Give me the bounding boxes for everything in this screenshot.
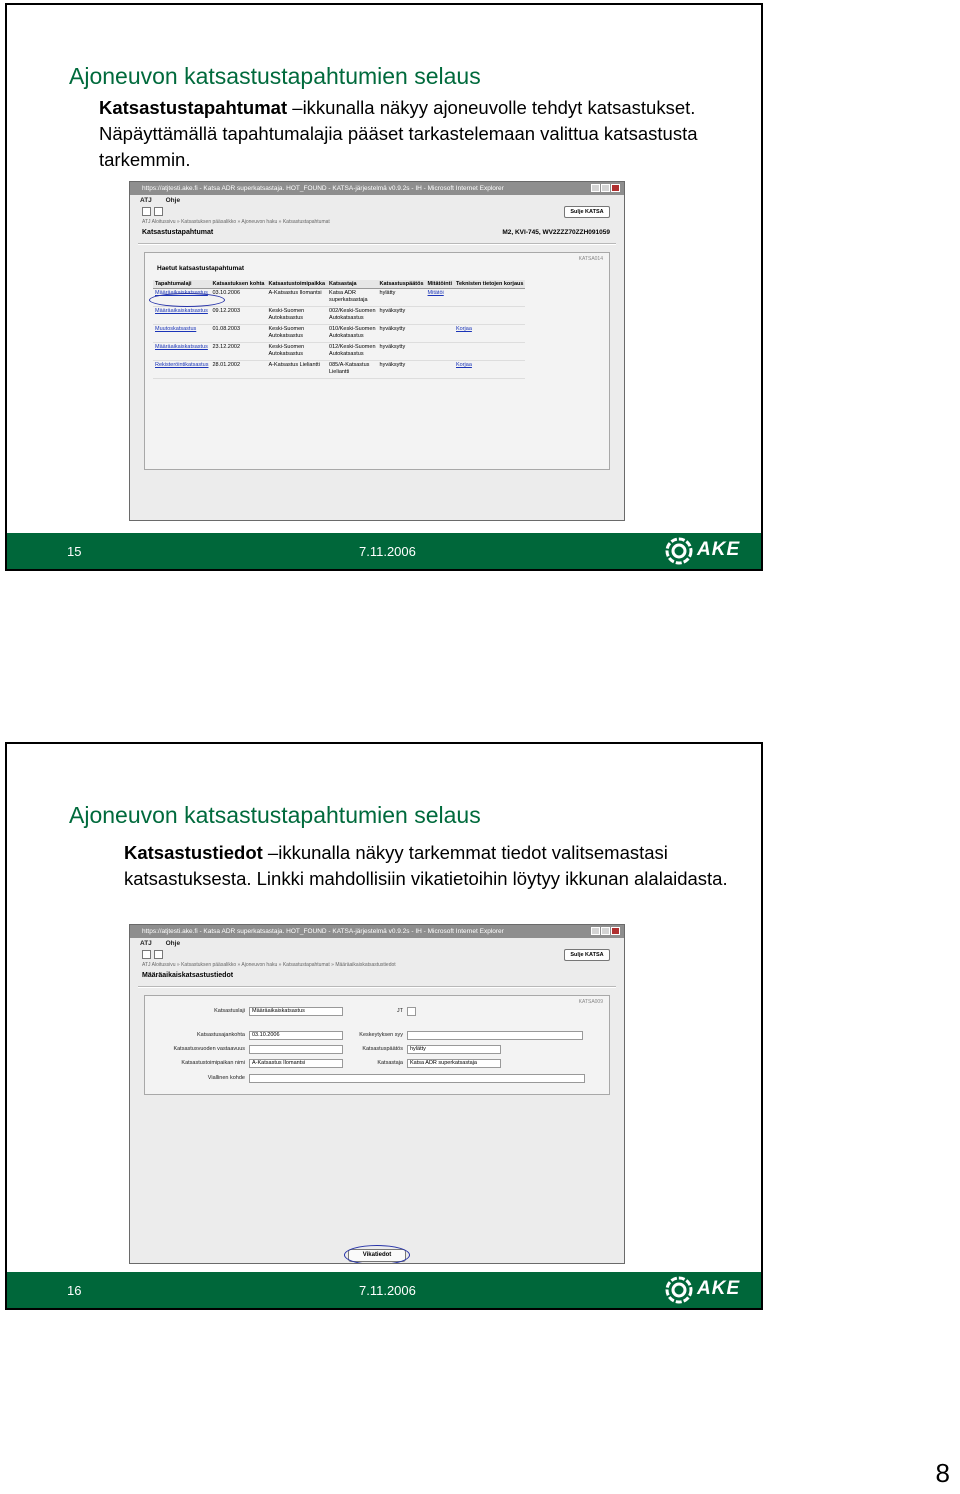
- slide-description: [124, 840, 734, 892]
- ake-logo-icon: [665, 537, 693, 565]
- logo-text: AKE: [697, 539, 741, 560]
- cell-decision: hyväksytty: [378, 325, 426, 343]
- table-header-row: [153, 280, 525, 289]
- due-field: [249, 1045, 343, 1054]
- browser-screenshot: [129, 181, 625, 521]
- table-row: [153, 343, 525, 361]
- window-titlebar: [130, 925, 624, 938]
- cancel-link[interactable]: Mitätöi: [426, 289, 454, 307]
- close-icon[interactable]: [611, 927, 620, 935]
- minimize-icon[interactable]: [591, 927, 600, 935]
- column-header: Katsastustoimipaikka: [268, 281, 326, 287]
- window-titlebar: [130, 182, 624, 195]
- faults-button[interactable]: Vikatiedot: [348, 1249, 406, 1262]
- decision-label: Katsastuspäätös: [362, 1046, 403, 1052]
- slide-description: [99, 95, 719, 173]
- cancel-link[interactable]: [426, 361, 454, 379]
- cell-date: 23.12.2002: [211, 343, 267, 361]
- date-field: 03.10.2006: [249, 1031, 343, 1040]
- ake-logo-icon: [665, 1276, 693, 1304]
- highlight-oval: [344, 1245, 410, 1264]
- cell-date: 03.10.2006: [211, 289, 267, 307]
- table-row: [153, 361, 525, 379]
- column-header: Katsastuspäätös: [379, 281, 424, 287]
- back-icon[interactable]: [142, 950, 151, 959]
- menu-bar: [130, 938, 624, 949]
- slide-15: [5, 3, 763, 571]
- cell-inspector: 012/Keski-Suomen Autokatsastus: [327, 343, 377, 361]
- column-header: Tapahtumalaji: [153, 280, 211, 289]
- close-katsa-button[interactable]: Sulje KATSA: [564, 206, 610, 218]
- slide-date: 7.11.2006: [359, 1283, 416, 1298]
- interrupt-label: Keskeytyksen syy: [359, 1032, 403, 1038]
- menu-bar: [130, 195, 624, 206]
- slide-title: Ajoneuvon katsastustapahtumien selaus: [69, 63, 481, 89]
- fix-link[interactable]: Korjaa: [454, 361, 525, 379]
- cell-inspector: 010/Keski-Suomen Autokatsastus: [327, 325, 377, 343]
- window-title: https://atjtesti.ake.fi - Katsa ADR superkatsastaja. HOT_FOUND - KATSA-järjestelmä v0.9.2s - IH - Microsoft Internet Explorer: [142, 185, 504, 192]
- decision-field: hylätty: [407, 1045, 501, 1054]
- vehicle-info: M2, KVI-745, WV2ZZZ70ZZH091059: [502, 229, 610, 236]
- cancel-link[interactable]: [426, 343, 454, 361]
- slide-title: Ajoneuvon katsastustapahtumien selaus: [69, 802, 481, 828]
- window-name: Katsastustiedot: [124, 842, 263, 863]
- logo-text: AKE: [697, 1278, 741, 1299]
- cell-date: 28.01.2002: [211, 361, 267, 379]
- table-row: [153, 325, 525, 343]
- ake-logo: [665, 537, 745, 565]
- details-panel: [144, 995, 610, 1095]
- breadcrumb: ATJ Aloitussivu » Katsastuksen pääsalikko » Ajoneuvon haku » Katsastustapahtumat » Määräaikaiskatsastustiedot: [142, 962, 396, 968]
- page-title: Katsastustapahtumat: [142, 229, 214, 236]
- section-title: Haetut katsastustapahtumat: [157, 265, 245, 272]
- column-header: Katsastuksen kohta: [212, 281, 265, 287]
- print-icon[interactable]: [154, 950, 163, 959]
- cell-date: 09.12.2003: [211, 307, 267, 325]
- description-text: –ikkunalla näkyy ajoneuvolle tehdyt katsastukset. Näpäyttämällä tapahtumalajia pääset tarkastelemaan valittua katsastusta tarkemmin.: [99, 97, 698, 170]
- slide-footer: [7, 1272, 761, 1308]
- menu-ohje[interactable]: Ohje: [165, 940, 181, 947]
- event-type-link[interactable]: Määräaikaiskatsastus: [153, 343, 211, 361]
- jt-checkbox[interactable]: [407, 1007, 416, 1016]
- event-type-link[interactable]: Määräaikaiskatsastus: [153, 307, 211, 325]
- close-icon[interactable]: [611, 184, 620, 192]
- fix-link[interactable]: [454, 289, 525, 307]
- panel-code: KATSA014: [578, 256, 603, 262]
- interrupt-select[interactable]: [407, 1031, 583, 1040]
- panel-code: KATSA009: [578, 999, 603, 1005]
- maximize-icon[interactable]: [601, 184, 610, 192]
- page-header: [130, 227, 624, 241]
- menu-atj[interactable]: ATJ: [140, 940, 152, 947]
- browser-screenshot: [129, 924, 625, 1264]
- divider: [138, 986, 616, 988]
- cell-place: Keski-Suomen Autokatsastus: [266, 343, 327, 361]
- slide-number: 16: [67, 1283, 82, 1298]
- menu-atj[interactable]: ATJ: [140, 197, 152, 204]
- description-text: –ikkunalla näkyy tarkemmat tiedot valitsemastasi katsastuksesta. Linkki mahdollisiin vikatietoihin löytyy ikkunan alalaidasta.: [124, 842, 728, 889]
- slide-number: 15: [67, 544, 82, 559]
- cell-date: 01.08.2003: [211, 325, 267, 343]
- inspector-label: Katsastaja: [377, 1060, 403, 1066]
- divider: [138, 243, 616, 245]
- cell-decision: hyväksytty: [378, 343, 426, 361]
- event-type-link[interactable]: Rekisteröintikatsastus: [153, 361, 211, 379]
- slide-footer: [7, 533, 761, 569]
- type-label: Katsastuslaji: [214, 1008, 245, 1014]
- fix-link[interactable]: [454, 307, 525, 325]
- ake-logo: [665, 1276, 745, 1304]
- fix-link[interactable]: [454, 343, 525, 361]
- page-number: 8: [935, 1458, 950, 1488]
- print-icon[interactable]: [154, 207, 163, 216]
- minimize-icon[interactable]: [591, 184, 600, 192]
- fault-field: [249, 1074, 585, 1083]
- cell-inspector: 002/Keski-Suomen Autokatsastus: [327, 307, 377, 325]
- slide-date: 7.11.2006: [359, 544, 416, 559]
- breadcrumb: ATJ Aloitussivu » Katsastuksen pääsalikko » Ajoneuvon haku » Katsastustapahtumat: [142, 219, 330, 225]
- page-title: Määräaikaiskatsastustiedot: [142, 972, 234, 979]
- menu-ohje[interactable]: Ohje: [165, 197, 181, 204]
- toolbar: [130, 206, 624, 218]
- highlight-oval: [149, 293, 225, 307]
- cell-place: Keski-Suomen Autokatsastus: [266, 307, 327, 325]
- maximize-icon[interactable]: [601, 927, 610, 935]
- event-type-link[interactable]: Muutoskatsastus: [153, 325, 211, 343]
- jt-label: JT: [396, 1008, 403, 1014]
- cell-inspector: Katsa ADR superkatsastaja: [327, 289, 377, 307]
- column-header: Teknisten tietojen korjaus: [456, 281, 524, 287]
- event-type-link[interactable]: Määräaikaiskatsastus: [153, 289, 211, 307]
- window-name: Katsastustapahtumat: [99, 97, 288, 118]
- cell-place: Keski-Suomen Autokatsastus: [266, 325, 327, 343]
- fix-link[interactable]: Korjaa: [454, 325, 525, 343]
- place-field: A-Katsastus Ilomantsi: [249, 1059, 343, 1068]
- inspector-field: Katsa ADR superkatsastaja: [407, 1059, 501, 1068]
- cell-decision: hylätty: [378, 289, 426, 307]
- column-header: Katsastaja: [327, 280, 377, 289]
- cancel-link[interactable]: [426, 307, 454, 325]
- table-row: [153, 307, 525, 325]
- slide-16: [5, 742, 763, 1310]
- due-label: Katsastusvuoden vastaavuus: [173, 1046, 245, 1052]
- toolbar: [130, 949, 624, 961]
- cell-decision: hyväksytty: [378, 361, 426, 379]
- fault-label: Viallinen kohde: [207, 1075, 245, 1081]
- cell-place: A-Katsastus Ilomantsi: [266, 289, 327, 307]
- back-icon[interactable]: [142, 207, 151, 216]
- close-katsa-button[interactable]: Sulje KATSA: [564, 949, 610, 961]
- date-label: Katsastusajankohta: [196, 1032, 245, 1038]
- cell-decision: hyväksytty: [378, 307, 426, 325]
- cell-inspector: 085/A-Katsastus Lieliantti: [327, 361, 377, 379]
- type-field: Määräaikaiskatsastus: [249, 1007, 343, 1016]
- events-panel: [144, 252, 610, 470]
- cancel-link[interactable]: [426, 325, 454, 343]
- column-header: Mitätöinti: [427, 281, 452, 287]
- place-label: Katsastustoimipaikan nimi: [181, 1060, 245, 1066]
- window-title: https://atjtesti.ake.fi - Katsa ADR superkatsastaja. HOT_FOUND - KATSA-järjestelmä v0.9.2s - IH - Microsoft Internet Explorer: [142, 928, 504, 935]
- cell-place: A-Katsastus Lieliantti: [266, 361, 327, 379]
- page-header: [130, 970, 624, 984]
